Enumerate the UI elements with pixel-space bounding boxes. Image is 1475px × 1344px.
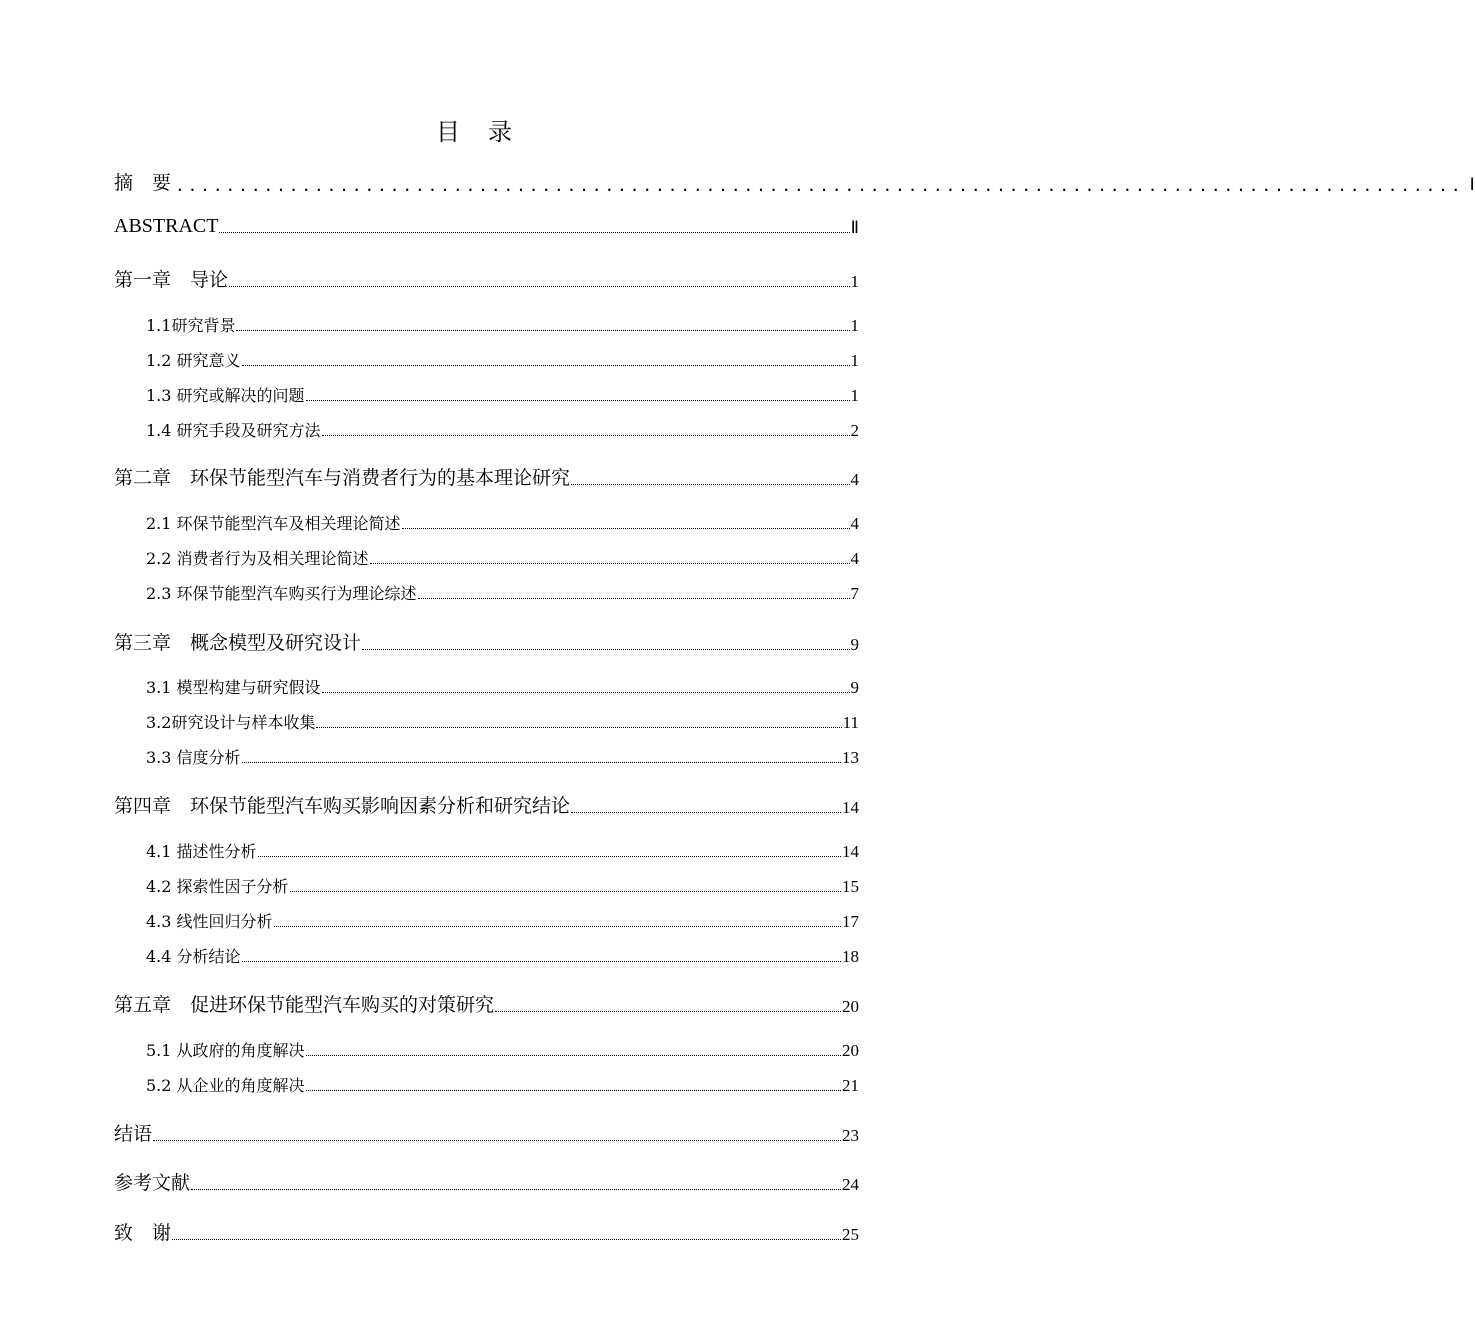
toc-entry-page: 4 xyxy=(850,549,859,568)
dot-leader xyxy=(274,925,841,927)
toc-entry-page: 14 xyxy=(842,798,859,817)
toc-entry-page: 14 xyxy=(842,842,859,861)
dot-leader xyxy=(362,648,849,650)
toc-entry-section[interactable] xyxy=(146,546,859,569)
toc-entry-section[interactable] xyxy=(146,675,859,698)
dot-leader xyxy=(219,231,849,233)
dot-leader xyxy=(229,285,849,287)
toc-entry-page: 9 xyxy=(850,678,859,697)
toc-entry-label: 1.2 研究意义 xyxy=(146,351,241,370)
dot-leader xyxy=(236,329,849,331)
toc-entry-abstract-en[interactable] xyxy=(114,215,859,238)
toc-entry-references[interactable] xyxy=(114,1168,859,1195)
toc-entry-section[interactable] xyxy=(146,313,859,336)
toc-entry-label: 2.3 环保节能型汽车购买行为理论综述 xyxy=(146,584,417,603)
toc-entry-label: 参考文献 xyxy=(114,1172,191,1194)
toc-entry-page: Ⅰ xyxy=(1469,175,1475,194)
toc-entry-chapter[interactable] xyxy=(114,990,859,1017)
toc-entry-page: 20 xyxy=(842,997,859,1016)
toc-entry-label: 3.3 信度分析 xyxy=(146,748,241,767)
toc-entry-section[interactable] xyxy=(146,745,859,768)
dot-leader: ...................................................................................................... xyxy=(175,176,1464,195)
dot-leader xyxy=(242,761,841,763)
toc-entry-label: 4.2 探索性因子分析 xyxy=(146,877,289,896)
toc-entry-section[interactable] xyxy=(146,581,859,604)
toc-entry-page: 7 xyxy=(850,584,859,603)
dot-leader xyxy=(153,1139,841,1141)
toc-entry-label: 第一章 导论 xyxy=(114,269,229,291)
toc-entry-section[interactable] xyxy=(146,710,859,733)
toc-entry-label: 结语 xyxy=(114,1123,153,1145)
dot-leader xyxy=(322,691,850,693)
toc-entry-page: 1 xyxy=(850,386,859,405)
toc-entry-page: 13 xyxy=(842,748,859,767)
toc-entry-page: Ⅱ xyxy=(850,218,859,237)
toc-entry-chapter[interactable] xyxy=(114,265,859,292)
toc-entry-page: 1 xyxy=(850,351,859,370)
toc-entry-section[interactable] xyxy=(146,383,859,406)
toc-entry-label: 第四章 环保节能型汽车购买影响因素分析和研究结论 xyxy=(114,795,571,817)
toc-entry-page: 25 xyxy=(842,1225,859,1244)
toc-entry-page: 9 xyxy=(850,635,859,654)
dot-leader xyxy=(495,1010,841,1012)
toc-entry-page: 24 xyxy=(842,1175,859,1194)
toc-entry-label: 摘 要 xyxy=(114,172,172,194)
dot-leader xyxy=(571,811,841,813)
dot-leader xyxy=(172,1238,841,1240)
toc-entry-page: 1 xyxy=(850,316,859,335)
dot-leader xyxy=(242,364,850,366)
toc-entry-label: 致 谢 xyxy=(114,1222,172,1244)
toc-entry-label: 1.4 研究手段及研究方法 xyxy=(146,421,321,440)
toc-entry-page: 1 xyxy=(850,272,859,291)
toc-entry-label: 2.2 消费者行为及相关理论简述 xyxy=(146,549,369,568)
toc-entry-section[interactable] xyxy=(146,1073,859,1096)
toc-entry-label: 第二章 环保节能型汽车与消费者行为的基本理论研究 xyxy=(114,467,571,489)
toc-entry-page: 2 xyxy=(850,421,859,440)
dot-leader xyxy=(402,527,850,529)
toc-entry-label: ABSTRACT xyxy=(114,215,219,237)
toc-entry-section[interactable] xyxy=(146,418,859,441)
dot-leader xyxy=(258,855,841,857)
toc-entry-page: 18 xyxy=(842,947,859,966)
toc-entry-chapter[interactable] xyxy=(114,791,859,818)
toc-entry-section[interactable] xyxy=(146,909,859,932)
toc-entry-label: 5.1 从政府的角度解决 xyxy=(146,1041,305,1060)
toc-entry-label: 3.1 模型构建与研究假设 xyxy=(146,678,321,697)
toc-entry-page: 23 xyxy=(842,1126,859,1145)
dot-leader xyxy=(322,434,850,436)
toc-entry-page: 21 xyxy=(842,1076,859,1095)
toc-entry-conclusion[interactable] xyxy=(114,1119,859,1146)
toc-entry-label: 第五章 促进环保节能型汽车购买的对策研究 xyxy=(114,994,495,1016)
dot-leader xyxy=(306,1054,841,1056)
dot-leader xyxy=(571,483,849,485)
toc-entry-page: 4 xyxy=(850,470,859,489)
dot-leader xyxy=(316,726,841,728)
toc-entry-label: 4.4 分析结论 xyxy=(146,947,241,966)
dot-leader xyxy=(290,890,841,892)
toc-entry-label: 3.2研究设计与样本收集 xyxy=(146,713,316,732)
toc-entry-label: 5.2 从企业的角度解决 xyxy=(146,1076,305,1095)
toc-entry-acknowledgements[interactable] xyxy=(114,1218,859,1245)
toc-entry-page: 20 xyxy=(842,1041,859,1060)
toc-entry-label: 1.3 研究或解决的问题 xyxy=(146,386,305,405)
toc-entry-page: 17 xyxy=(842,912,859,931)
toc-title: 目 录 xyxy=(436,118,514,146)
toc-entry-label: 4.1 描述性分析 xyxy=(146,842,257,861)
toc-entry-section[interactable] xyxy=(146,1038,859,1061)
toc-entry-section[interactable] xyxy=(146,944,859,967)
toc-entry-label: 4.3 线性回归分析 xyxy=(146,912,273,931)
toc-entry-page: 11 xyxy=(842,713,859,732)
dot-leader xyxy=(418,597,850,599)
dot-leader xyxy=(306,1089,841,1091)
toc-entry-chapter[interactable] xyxy=(114,628,859,655)
toc-entry-label: 第三章 概念模型及研究设计 xyxy=(114,632,362,654)
dot-leader xyxy=(191,1188,841,1190)
toc-entry-section[interactable] xyxy=(146,874,859,897)
dot-leader xyxy=(370,562,850,564)
toc-entry-page: 4 xyxy=(850,514,859,533)
toc-entry-label: 1.1研究背景 xyxy=(146,316,236,335)
toc-entry-chapter[interactable] xyxy=(114,463,859,490)
dot-leader xyxy=(306,399,850,401)
toc-entry-abstract-cn[interactable] xyxy=(114,168,1475,195)
toc-entry-section[interactable] xyxy=(146,839,859,862)
toc-entry-label: 2.1 环保节能型汽车及相关理论简述 xyxy=(146,514,401,533)
toc-entry-section[interactable] xyxy=(146,511,859,534)
toc-entry-section[interactable] xyxy=(146,348,859,371)
toc-entry-page: 15 xyxy=(842,877,859,896)
dot-leader xyxy=(242,960,841,962)
